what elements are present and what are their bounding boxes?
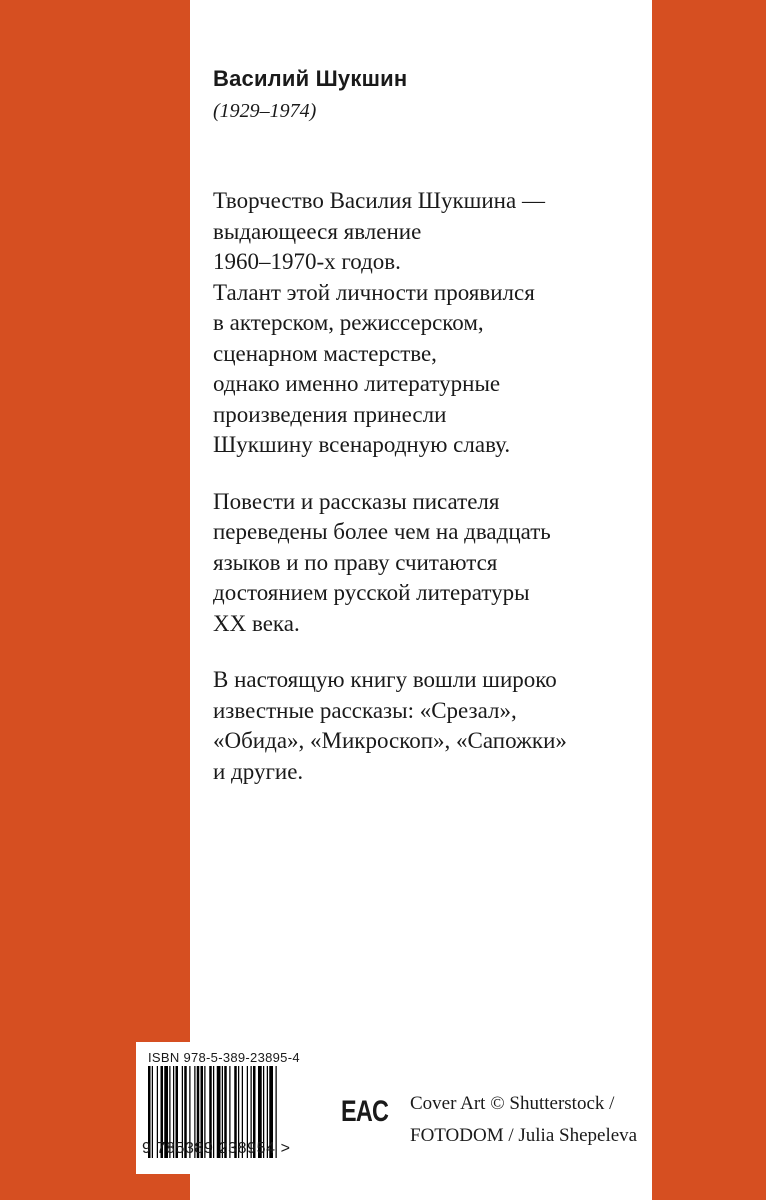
- right-orange-band: [652, 0, 766, 1200]
- barcode-bars-icon: [148, 1066, 320, 1176]
- blurb-line: Повести и рассказы писателя: [213, 488, 500, 514]
- blurb-paragraph: [213, 665, 643, 787]
- blurb-line: Шукшину всенародную славу.: [213, 432, 511, 457]
- blurb-line: Творчество Василия Шукшина —: [213, 188, 545, 213]
- credit-line: FOTODOM / Julia Shepeleva: [410, 1125, 638, 1146]
- blurb-line: достоянием русской литературы: [213, 580, 530, 605]
- blurb-line: сценарном мастерстве,: [213, 340, 437, 366]
- book-blurb: [213, 186, 643, 813]
- blurb-line: переведены более чем на двадцать: [213, 519, 551, 544]
- author-years: (1929–1974): [213, 100, 317, 122]
- blurb-line: Талант этой личности проявился: [213, 279, 535, 305]
- credit-line: Cover Art © Shutterstock /: [410, 1093, 615, 1114]
- author-name: Василий Шукшин: [213, 66, 408, 91]
- left-orange-band: [0, 0, 190, 1200]
- blurb-line: известные рассказы: «Срезал»,: [213, 697, 517, 723]
- blurb-line: языков и по праву считаются: [213, 549, 498, 575]
- cover-credits: [410, 1088, 637, 1152]
- blurb-paragraph: [213, 487, 643, 640]
- ean-digits: 9 785389 238954 >: [142, 1140, 291, 1157]
- blurb-line: выдающееся явление: [213, 218, 422, 244]
- eac-certification-icon: EAC: [341, 1095, 389, 1128]
- blurb-line: произведения принесли: [213, 401, 447, 427]
- blurb-line: В настоящую книгу вошли широко: [213, 667, 557, 692]
- blurb-line: XX века.: [213, 610, 300, 636]
- blurb-line: в актерском, режиссерском,: [213, 310, 484, 335]
- blurb-line: «Обида», «Микроскоп», «Сапожки»: [213, 728, 567, 753]
- blurb-line: однако именно литературные: [213, 371, 501, 396]
- isbn-text: ISBN 978-5-389-23895-4: [148, 1050, 300, 1065]
- blurb-line: и другие.: [213, 758, 304, 784]
- blurb-line: 1960–1970-х годов.: [213, 249, 401, 274]
- blurb-paragraph: [213, 186, 643, 461]
